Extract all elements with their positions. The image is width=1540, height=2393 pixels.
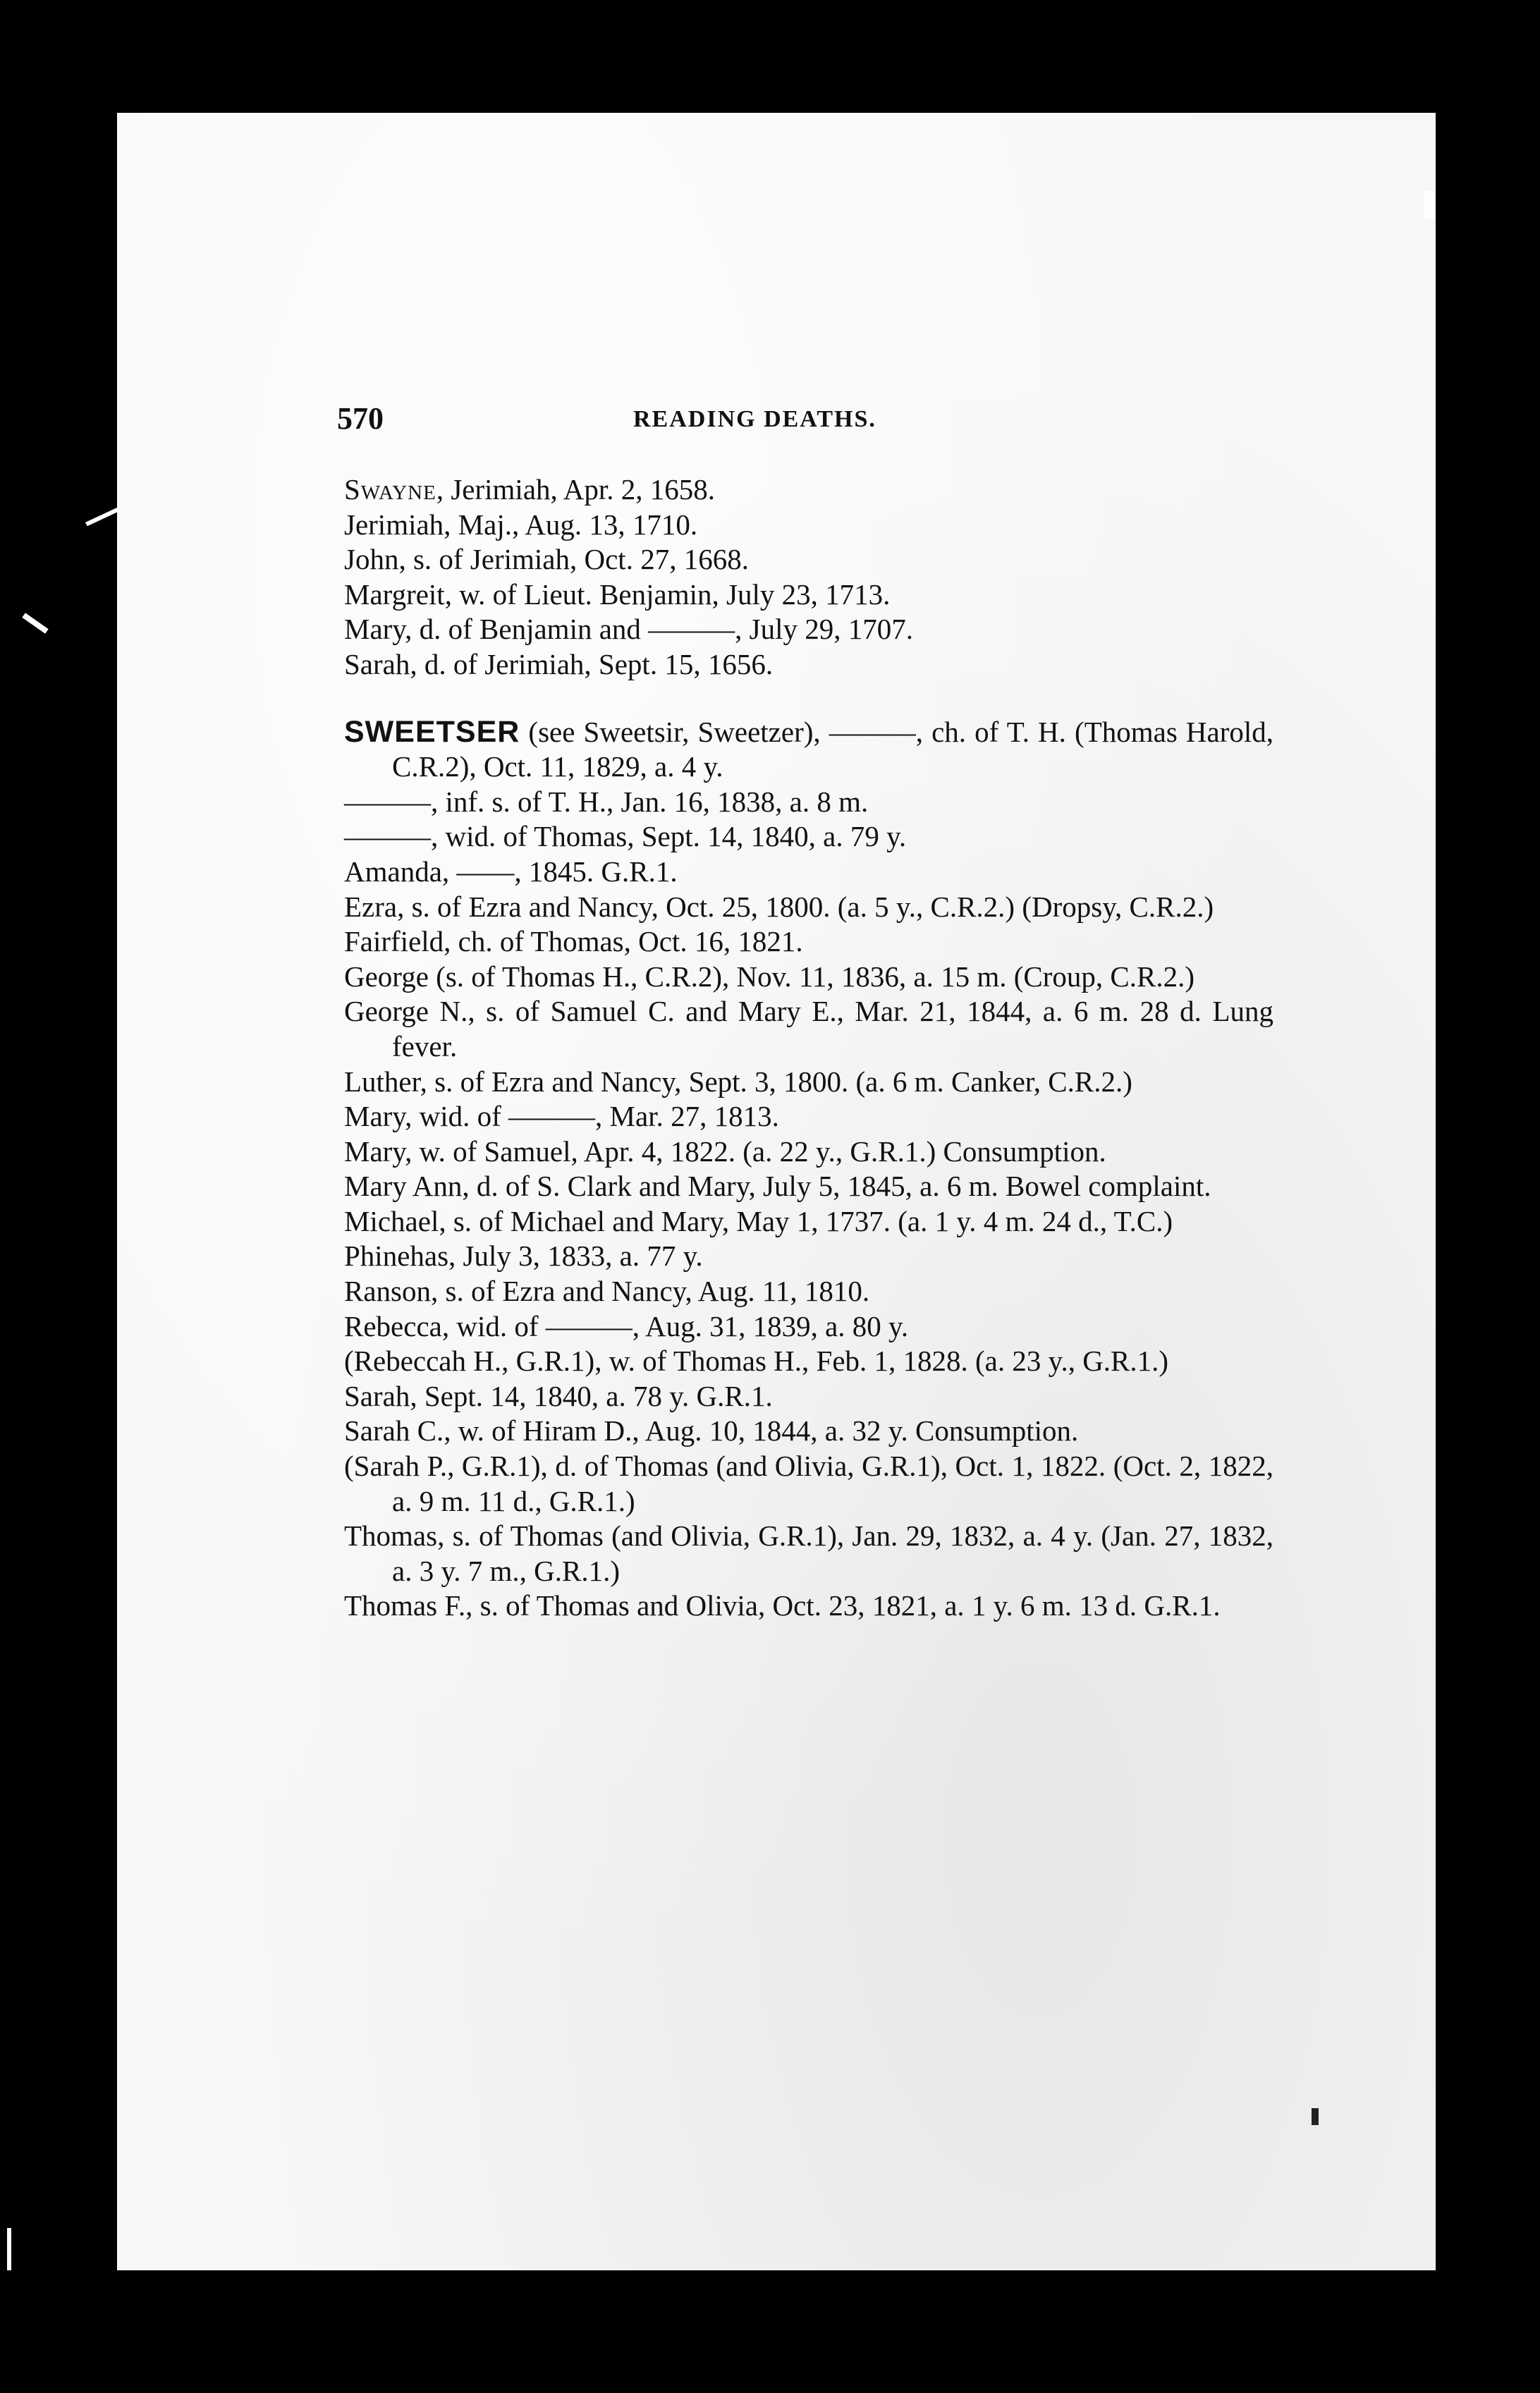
- list-item: Mary Ann, d. of S. Clark and Mary, July 5, 1845, a. 6 m. Bowel complaint.: [344, 1170, 1211, 1203]
- list-item: Sarah, Sept. 14, 1840, a. 78 y. G.R.1.: [344, 1379, 773, 1412]
- list-item: Amanda, ——, 1845. G.R.1.: [344, 855, 678, 888]
- page-number: 570: [337, 401, 384, 436]
- list-item: Michael, s. of Michael and Mary, May 1, 1737. (a. 1 y. 4 m. 24 d., T.C.): [344, 1204, 1173, 1237]
- scan-speck: [22, 613, 48, 633]
- list-item: Luther, s. of Ezra and Nancy, Sept. 3, 1800. (a. 6 m. Canker, C.R.2.): [344, 1065, 1132, 1098]
- list-item: Margreit, w. of Lieut. Benjamin, July 23, 1713.: [344, 577, 891, 611]
- scan-speck: [1424, 190, 1434, 219]
- scan-speck: [85, 508, 119, 527]
- page-header: [337, 400, 1282, 443]
- surname-heading: Swayne: [344, 473, 436, 506]
- list-item: (Rebeccah H., G.R.1), w. of Thomas H., Feb. 1, 1828. (a. 23 y., G.R.1.): [344, 1345, 1169, 1378]
- scan-speck: [1312, 2108, 1319, 2125]
- list-item: George N., s. of Samuel C. and Mary E., Mar. 21, 1844, a. 6 m. 28 d. Lung fever.: [344, 995, 1273, 1063]
- list-item: Jerimiah, Maj., Aug. 13, 1710.: [344, 508, 698, 541]
- list-item: Ezra, s. of Ezra and Nancy, Oct. 25, 1800. (a. 5 y., C.R.2.) (Dropsy, C.R.2.): [344, 890, 1214, 923]
- list-item: George (s. of Thomas H., C.R.2), Nov. 11, 1836, a. 15 m. (Croup, C.R.2.): [344, 960, 1194, 993]
- list-item: Mary, wid. of ———, Mar. 27, 1813.: [344, 1100, 779, 1133]
- sweetser-section: [344, 715, 1273, 1624]
- list-item: Thomas, s. of Thomas (and Olivia, G.R.1), Jan. 29, 1832, a. 4 y. (Jan. 27, 1832, a. 3 y. 7 m., G.R.1.): [344, 1519, 1273, 1587]
- list-item: Fairfield, ch. of Thomas, Oct. 16, 1821.: [344, 925, 803, 958]
- list-item: ———, wid. of Thomas, Sept. 14, 1840, a. 79 y.: [344, 820, 907, 853]
- list-item: Rebecca, wid. of ———, Aug. 31, 1839, a. 80 y.: [344, 1309, 909, 1342]
- running-title: READING DEATHS.: [633, 406, 876, 432]
- list-item: Ranson, s. of Ezra and Nancy, Aug. 11, 1810.: [344, 1275, 870, 1308]
- list-item: ———, inf. s. of T. H., Jan. 16, 1838, a. 8 m.: [344, 785, 869, 818]
- list-item: John, s. of Jerimiah, Oct. 27, 1668.: [344, 543, 749, 576]
- list-item: Sarah C., w. of Hiram D., Aug. 10, 1844, a. 32 y. Consumption.: [344, 1414, 1079, 1448]
- entries-list: [344, 472, 1273, 1624]
- list-item: Swayne, Jerimiah, Apr. 2, 1658.: [344, 473, 716, 506]
- scan-speck: [7, 2228, 11, 2270]
- list-item: Sarah, d. of Jerimiah, Sept. 15, 1656.: [344, 647, 774, 680]
- list-item: Mary, d. of Benjamin and ———, July 29, 1707.: [344, 613, 914, 646]
- list-item: Mary, w. of Samuel, Apr. 4, 1822. (a. 22 y., G.R.1.) Consumption.: [344, 1134, 1106, 1168]
- list-item: Phinehas, July 3, 1833, a. 77 y.: [344, 1240, 703, 1273]
- list-item: SWEETSER (see Sweetsir, Sweetzer), ———, ch. of T. H. (Thomas Harold, C.R.2), Oct. 11, 1829, a. 4 y.: [344, 714, 1273, 783]
- swayne-section: [344, 472, 1273, 683]
- list-item: Thomas F., s. of Thomas and Olivia, Oct. 23, 1821, a. 1 y. 6 m. 13 d. G.R.1.: [344, 1589, 1221, 1622]
- list-item: (Sarah P., G.R.1), d. of Thomas (and Olivia, G.R.1), Oct. 1, 1822. (Oct. 2, 1822, a. 9 m. 11 d., G.R.1.): [344, 1450, 1273, 1517]
- surname-heading: SWEETSER: [344, 714, 520, 749]
